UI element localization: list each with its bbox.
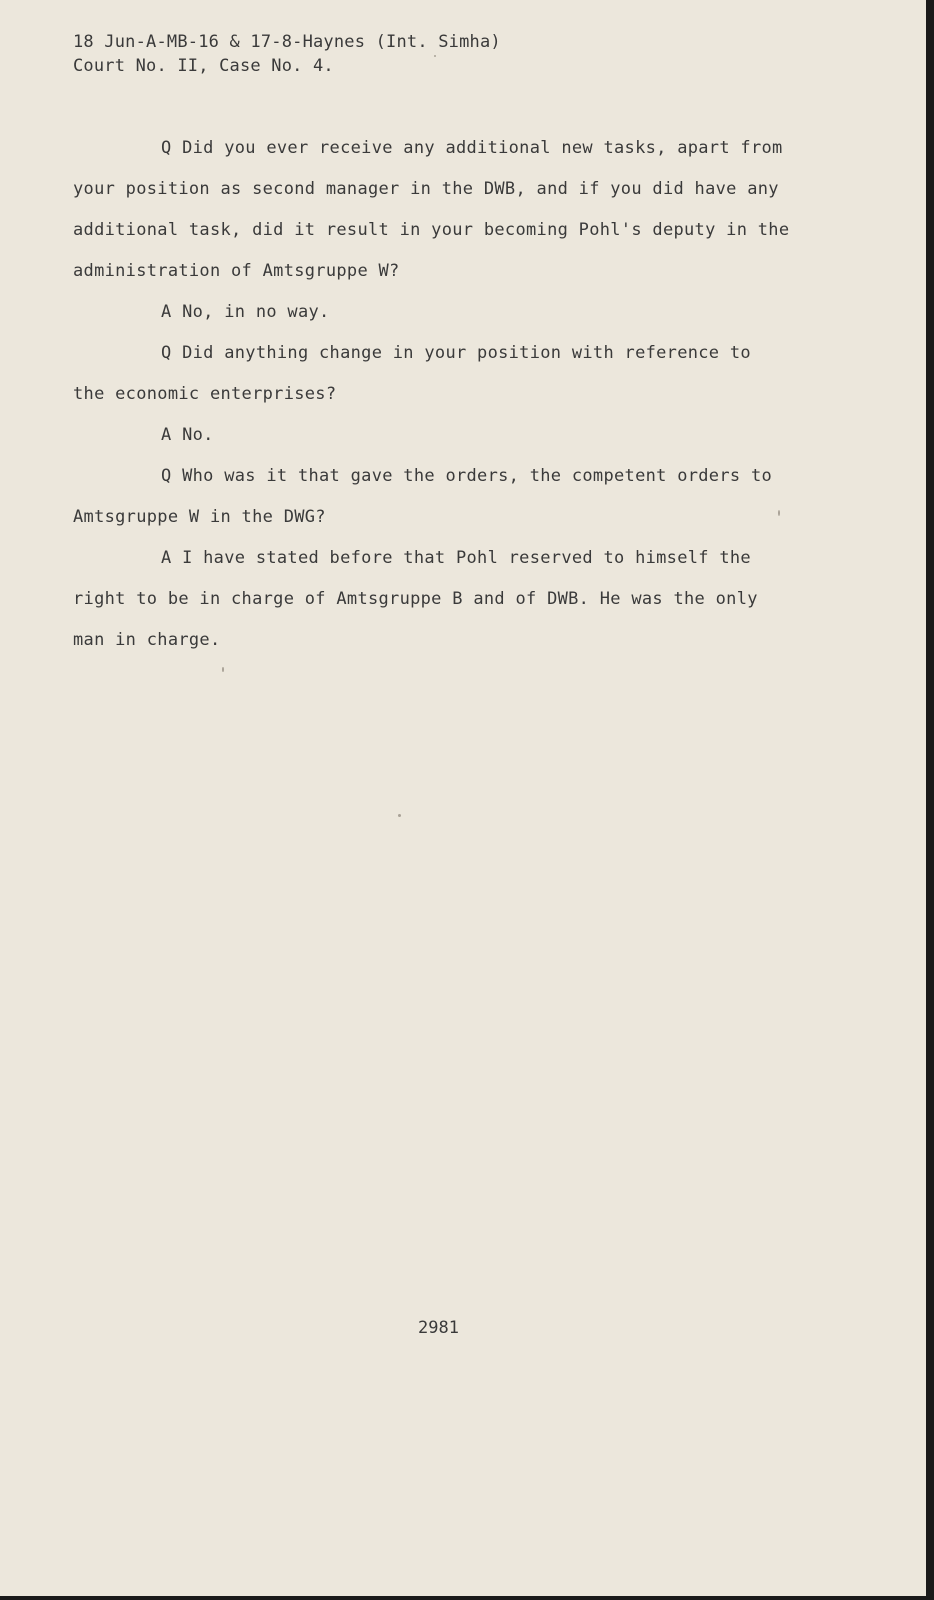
document-header xyxy=(73,30,501,78)
paper-speck xyxy=(222,667,224,672)
paper-speck xyxy=(778,510,780,516)
paper-speck xyxy=(398,814,401,817)
paper-speck xyxy=(434,55,436,57)
page-number: 2981 xyxy=(418,1318,459,1338)
transcript-paragraph: A No. xyxy=(161,425,214,445)
transcript-paragraph: Q Did you ever receive any additional new tasks, apart from your position as second manager in the DWB, and if you did have any additional task, did it result in your becoming Pohl's deputy in the administration of Amtsgruppe W? xyxy=(73,138,790,281)
transcript-body xyxy=(73,128,793,661)
transcript-paragraph: A No, in no way. xyxy=(161,302,330,322)
transcript-paragraph: A I have stated before that Pohl reserved to himself the right to be in charge of Amtsgruppe B and of DWB. He was the only man in charge. xyxy=(73,548,758,650)
header-court-line: Court No. II, Case No. 4. xyxy=(73,56,334,76)
transcript-paragraph: Q Who was it that gave the orders, the competent orders to Amtsgruppe W in the DWG? xyxy=(73,466,773,527)
header-session-line: 18 Jun-A-MB-16 & 17-8-Haynes (Int. Simha) xyxy=(73,32,501,52)
transcript-paragraph: Q Did anything change in your position with reference to the economic enterprises? xyxy=(73,343,751,404)
